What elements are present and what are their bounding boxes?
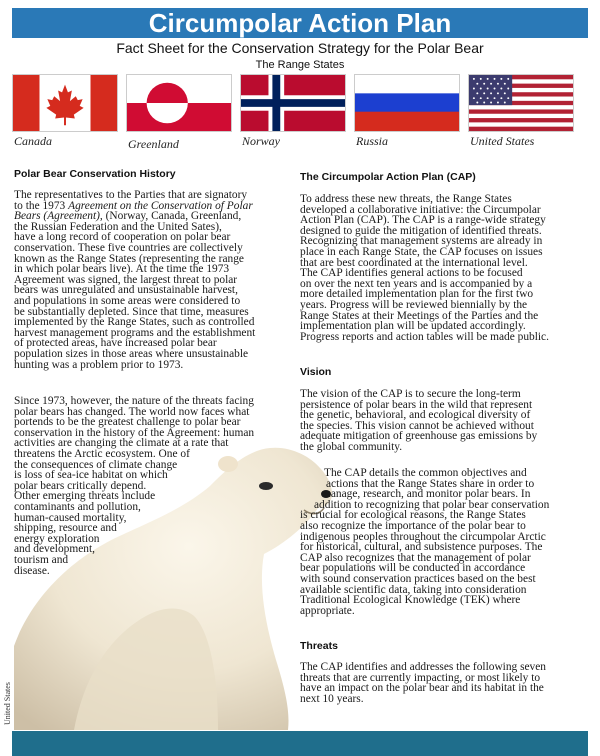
paragraph-cap: To address these new threats, the Range States developed a collaborative initiative: the Circumpolar Action Plan (CAP). The CAP is a range-wide strategy designed to guide the mitigation of identified threats. Recognizing that management systems are already in place in each Range State, the CAP focuses on issues that are best coordinated at the international level. The CAP identifies general actions to be focused on over the next ten years and is accompanied by a more detailed implementation plan for the first two years. Progress will be reviewed biennially by the Range States at their Meetings of the Parties and the implementation plan will be updated accordingly. Progress reports and action tables will be made public.: [300, 193, 549, 343]
side-credit-text: United States: [3, 682, 12, 725]
range-states-label: The Range States: [255, 59, 345, 71]
heading-threats: Threats: [300, 640, 338, 652]
flag-label-norway: Norway: [242, 134, 281, 148]
document-subtitle: Fact Sheet for the Conservation Strategy for the Polar Bear: [116, 40, 484, 56]
flag-label-united-states: United States: [470, 134, 535, 148]
russia-flag-icon: [354, 74, 460, 132]
greenland-flag-icon: [126, 74, 232, 132]
footer-bar: [12, 731, 588, 756]
heading-vision: Vision: [300, 366, 332, 378]
paragraph-cap-details: The CAP details the common objectives and actions that the Range States share in order to manage, research, and monitor polar bears. In addition to recognizing that polar bear conservation is crucial for ecological reasons, the Range States also recognize the importance of the polar bear to indigenous peoples throughout the circumpolar Arctic for historical, cultural, and subsistence purposes. The CAP also recognizes that the management of polar bear populations will be conducted in accordance with sound conservation practices based on the best available scientific data, taking into consideration Traditional Ecological Knowledge (TEK) where appropriate.: [300, 467, 550, 617]
paragraph-vision: The vision of the CAP is to secure the long-term persistence of polar bears in the wild that represent the genetic, behavioral, and ecological diversity of the species. This vision cannot be achieved without adequate mitigation of greenhouse gas emissions by the global community.: [300, 388, 538, 453]
flag-label-greenland: Greenland: [128, 137, 179, 151]
flag-label-canada: Canada: [14, 134, 53, 148]
paragraph-threats: The CAP identifies and addresses the following seven threats that are currently impacting, or most likely to have an impact on the polar bear and its habitat in the next 10 years.: [300, 661, 547, 705]
canada-flag-icon: [12, 74, 118, 132]
document-title: Circumpolar Action Plan: [12, 8, 588, 38]
flag-label-russia: Russia: [356, 134, 389, 148]
norway-flag-icon: [240, 74, 346, 132]
heading-conservation-history: Polar Bear Conservation History: [14, 168, 176, 180]
paragraph-history-1: The representatives to the Parties that are signatory to the 1973 Agreement on the Conservation of Polar Bears (Agreement), (Norway, Canada, Greenland, the Russian Federation and the United Sates), have a long record of cooperation on polar bear conservation. These five countries are collectively known as the Range States (representing the range in which polar bears live). At the time the 1973 Agreement was signed, the largest threat to polar bears was unregulated and unsustainable harvest, and populations in some areas were considered to be substantially depleted. Since that time, measures implemented by the Range States, such as controlled harvest management programs and the establishment of protected areas, have increased polar bear population sizes in those areas where unsustainable hunting was a problem prior to 1973.: [14, 189, 256, 371]
paragraph-history-2: Since 1973, however, the nature of the threats facing polar bears has changed. The world now faces what portends to be the greatest challenge to polar bear conservation in the history of the Agreement: human activities are changing the climate at a rate that threatens the Arctic ecosystem. One of the consequences of climate change is loss of sea-ice habitat on which polar bears critically depend. Other emerging threats include contaminants and pollution, human-caused mortality, shipping, resource and energy exploration and development, tourism and disease.: [14, 395, 255, 577]
united-states-flag-icon: [468, 74, 574, 132]
heading-cap: The Circumpolar Action Plan (CAP): [300, 171, 476, 183]
